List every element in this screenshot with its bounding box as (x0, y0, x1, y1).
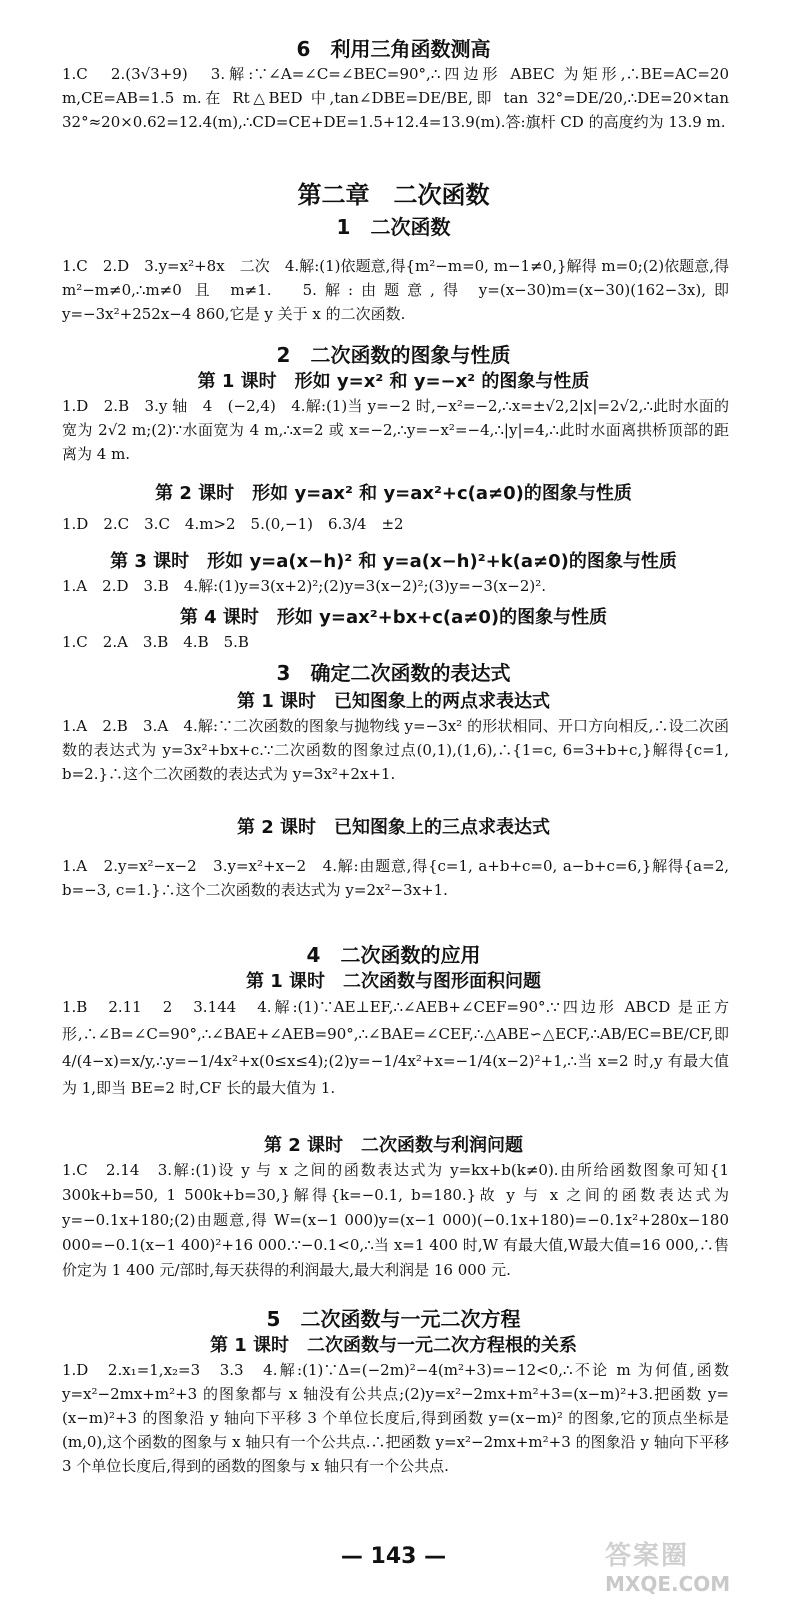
c2-section-3 (0, 660, 787, 686)
c2-section-4-title: 4 二次函数的应用 (306, 943, 481, 967)
c2-section-1-answers: 1.C 2.D 3.y=x²+8x 二次 4.解:(1)依题意,得{m²−m=0, m−1≠0,}解得 m=0;(2)依题意,得 m²−m≠0,∴m≠0 且 m≠1. 5.解:由题意,得 y=(x−30)m=(x−30)(162−3x),即 y=−3x²+252x−4 860,它是 y 关于 x 的二次函数. (62, 257, 734, 323)
c2s4-lesson-2 (0, 1134, 787, 1283)
c2s4-lesson-2-title: 第 2 课时 二次函数与利润问题 (263, 1135, 524, 1156)
c2-section-2-title: 2 二次函数的图象与性质 (276, 343, 511, 367)
c2-section-4 (0, 942, 787, 968)
c2-section-5-title: 5 二次函数与一元二次方程 (266, 1307, 521, 1331)
c2s2-lesson-4-answers: 1.C 2.A 3.B 4.B 5.B (62, 633, 249, 651)
c2s5-lesson-1 (0, 1334, 787, 1478)
chapter-2-heading (0, 180, 787, 210)
section-6-title: 6 利用三角函数测高 (296, 37, 491, 61)
c2s4-lesson-1-title: 第 1 课时 二次函数与图形面积问题 (245, 971, 542, 992)
c2s3-lesson-2-answers: 1.A 2.y=x²−x−2 3.y=x²+x−2 4.解:由题意,得{c=1, a+b+c=0, a−b+c=6,}解得{a=2, b=−3, c=1.}∴这个二次函数的表达式为 y=2x²−3x+1. (62, 857, 734, 899)
c2-section-2 (0, 342, 787, 368)
c2-section-1 (0, 214, 787, 326)
c2s5-lesson-1-answers: 1.D 2.x₁=1,x₂=3 3.3 4.解:(1)∵Δ=(−2m)²−4(m²+3)=−12<0,∴不论 m 为何值,函数 y=x²−2mx+m²+3 的图象都与 x 轴没有公共点;(2)y=x²−2mx+m²+3=(x−m)²+3.把函数 y=(x−m)²+3 的图象沿 y 轴向下平移 3 个单位长度后,得到函数 y=(x−m)² 的图象,它的顶点坐标是(m,0),这个函数的图象与 x 轴只有一个公共点.∴把函数 y=x²−2mx+m²+3 的图象沿 y 轴向下平移 3 个单位长度后,得到的函数的图象与 x 轴只有一个公共点. (62, 1361, 734, 1475)
c2s2-lesson-3-title: 第 3 课时 形如 y=a(x−h)² 和 y=a(x−h)²+k(a≠0)的图象与性质 (110, 551, 677, 572)
c2s2-lesson-4 (0, 606, 787, 654)
watermark (605, 1535, 765, 1595)
c2s2-lesson-1-title: 第 1 课时 形如 y=x² 和 y=−x² 的图象与性质 (197, 371, 590, 392)
page-number: — 143 — (340, 1544, 447, 1569)
c2-section-1-title: 1 二次函数 (336, 215, 451, 239)
c2-section-5 (0, 1306, 787, 1332)
c2s3-lesson-1-title: 第 1 课时 已知图象上的两点求表达式 (236, 691, 551, 712)
c2-section-3-title: 3 确定二次函数的表达式 (276, 661, 511, 685)
c2s2-lesson-1 (0, 370, 787, 466)
c2s2-lesson-3-answers: 1.A 2.D 3.B 4.解:(1)y=3(x+2)²;(2)y=3(x−2)²;(3)y=−3(x−2)². (62, 577, 546, 595)
chapter-2-title: 第二章 二次函数 (297, 181, 490, 209)
c2s4-lesson-2-answers: 1.C 2.14 3.解:(1)设 y 与 x 之间的函数表达式为 y=kx+b(k≠0).由所给函数图象可知{1 300k+b=50, 1 500k+b=30,}解得{k=−0.1, b=180.}故 y 与 x 之间的函数表达式为 y=−0.1x+180;(2)由题意,得 W=(x−1 000)y=(x−1 000)(−0.1x+180)=−0.1x²+280x−180 000=−0.1(x−1 400)²+16 000.∵−0.1<0,∴当 x=1 400 时,W 有最大值,W最大值=16 000,∴售价定为 1 400 元/部时,每天获得的利润最大,最大利润是 16 000 元. (62, 1161, 734, 1279)
c2s3-lesson-2-title: 第 2 课时 已知图象上的三点求表达式 (236, 817, 551, 838)
c2s4-lesson-1 (0, 970, 787, 1102)
c2s3-lesson-2 (0, 816, 787, 902)
watermark-url: MXQE.COM (605, 1572, 731, 1596)
c2s3-lesson-1-answers: 1.A 2.B 3.A 4.解:∵二次函数的图象与抛物线 y=−3x² 的形状相同、开口方向相反,∴设二次函数的表达式为 y=3x²+bx+c.∵二次函数的图象过点(0,1),(1,6),∴{1=c, 6=3+b+c,}解得{c=1, b=2.}∴这个二次函数的表达式为 y=3x²+2x+1. (62, 717, 734, 783)
c2s3-lesson-1 (0, 690, 787, 786)
section-6-answers: 1.C 2.(3√3+9) 3.解:∵∠A=∠C=∠BEC=90°,∴四边形 ABEC 为矩形,∴BE=AC=20 m,CE=AB=1.5 m.在 Rt△BED 中,tan∠DBE=DE/BE,即 tan 32°=DE/20,∴DE=20×tan 32°≈20×0.62=12.4(m),∴CD=CE+DE=1.5+12.4=13.9(m).答:旗杆 CD 的高度约为 13.9 m. (62, 65, 734, 131)
section-6 (0, 36, 787, 134)
watermark-logo-text: 答案圈 (605, 1541, 690, 1571)
c2s2-lesson-1-answers: 1.D 2.B 3.y 轴 4 (−2,4) 4.解:(1)当 y=−2 时,−x²=−2,∴x=±√2,2|x|=2√2,∴此时水面的宽为 2√2 m;(2)∵水面宽为 4 m,∴x=2 或 x=−2,∴y=−x²=−4,∴|y|=4,∴此时水面离拱桥顶部的距离为 4 m. (62, 397, 729, 463)
c2s2-lesson-4-title: 第 4 课时 形如 y=ax²+bx+c(a≠0)的图象与性质 (179, 607, 608, 628)
c2s2-lesson-3 (0, 550, 787, 598)
c2s4-lesson-1-answers: 1.B 2.11 2 3.144 4.解:(1)∵AE⊥EF,∴∠AEB+∠CEF=90°.∵四边形 ABCD 是正方形,∴∠B=∠C=90°,∴∠BAE+∠AEB=90°,∴∠BAE=∠CEF,∴△ABE∽△ECF,∴AB/EC=BE/CF,即 4/(4−x)=x/y,∴y=−1/4x²+x(0≤x≤4);(2)y=−1/4x²+x=−1/4(x−2)²+1,∴当 x=2 时,y 有最大值为 1,即当 BE=2 时,CF 长的最大值为 1. (62, 998, 734, 1097)
c2s2-lesson-2 (0, 482, 787, 536)
c2s2-lesson-2-title: 第 2 课时 形如 y=ax² 和 y=ax²+c(a≠0)的图象与性质 (155, 483, 632, 504)
c2s5-lesson-1-title: 第 1 课时 二次函数与一元二次方程根的关系 (209, 1335, 578, 1356)
c2s2-lesson-2-answers: 1.D 2.C 3.C 4.m>2 5.(0,−1) 6.3/4 ±2 (62, 515, 404, 533)
